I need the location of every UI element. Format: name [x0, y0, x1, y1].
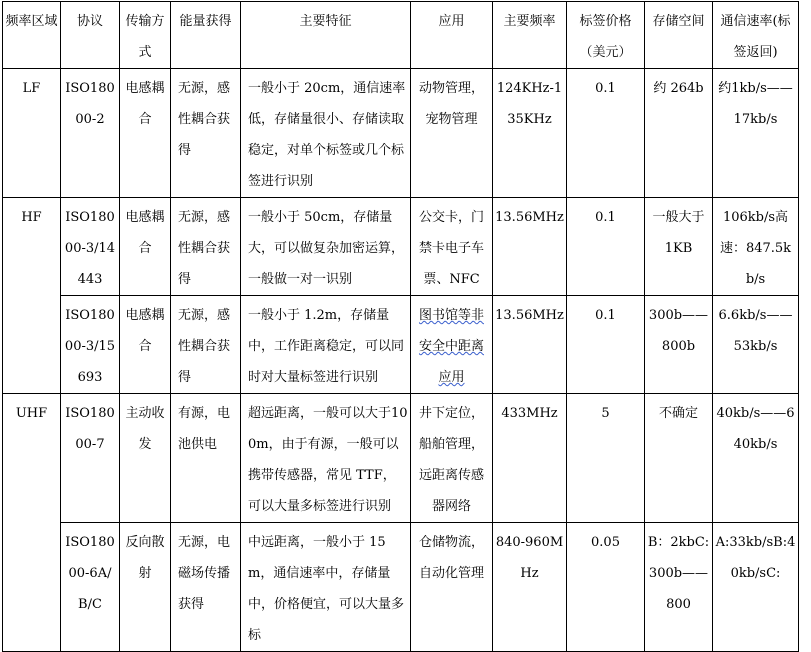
cell-energy: 无源，感性耦合获得 — [171, 69, 241, 198]
cell-application: 动物管理，宠物管理 — [411, 69, 493, 198]
cell-price: 0.05 — [567, 523, 645, 652]
cell-energy: 无源，感性耦合获得 — [171, 198, 241, 296]
cell-storage: 约 264b — [645, 69, 713, 198]
cell-price: 0.1 — [567, 198, 645, 296]
table-row — [3, 198, 799, 296]
header-row — [3, 2, 799, 69]
header-storage: 存储空间 — [645, 2, 713, 69]
cell-protocol: ISO18000-3/15693 — [61, 296, 120, 394]
cell-application-text: 图书馆等非安全中距离应用 — [418, 308, 484, 385]
cell-transmission: 电感耦合 — [120, 198, 171, 296]
header-band: 频率区域 — [3, 2, 61, 69]
cell-protocol: ISO18000-3/14443 — [61, 198, 120, 296]
cell-storage: 300b——800b — [645, 296, 713, 394]
cell-features: 一般小于 1.2m，存储量中，工作距离稳定，可以同时对大量标签进行识别 — [241, 296, 411, 394]
cell-storage: B：2kbC:300b——800 — [645, 523, 713, 652]
cell-protocol: ISO18000-2 — [61, 69, 120, 198]
cell-price: 0.1 — [567, 69, 645, 198]
cell-band: LF — [3, 69, 61, 198]
cell-rate: 6.6kb/s——53kb/s — [713, 296, 799, 394]
header-rate: 通信速率(标签返回) — [713, 2, 799, 69]
header-price: 标签价格（美元） — [567, 2, 645, 69]
table-row — [3, 394, 799, 523]
header-frequency: 主要频率 — [493, 2, 567, 69]
cell-application: 仓储物流，自动化管理 — [411, 523, 493, 652]
cell-energy: 无源，感性耦合获得 — [171, 296, 241, 394]
table-row — [3, 296, 799, 394]
cell-frequency: 13.56MHz — [493, 296, 567, 394]
cell-rate: 40kb/s——640kb/s — [713, 394, 799, 523]
cell-features: 超远距离，一般可以大于100m，由于有源，一般可以携带传感器，常见 TTF，可以大量多标签进行识别 — [241, 394, 411, 523]
header-features: 主要特征 — [241, 2, 411, 69]
cell-frequency: 13.56MHz — [493, 198, 567, 296]
cell-protocol: ISO18000-6A/B/C — [61, 523, 120, 652]
cell-energy: 无源，电磁场传播获得 — [171, 523, 241, 652]
cell-features: 一般小于 20cm，通信速率低，存储量很小、存储读取稳定，对单个标签或几个标签进行识别 — [241, 69, 411, 198]
header-protocol: 协议 — [61, 2, 120, 69]
table-row — [3, 69, 799, 198]
cell-band: UHF — [3, 394, 61, 652]
cell-application — [411, 296, 493, 394]
cell-transmission: 电感耦合 — [120, 296, 171, 394]
cell-transmission: 反向散射 — [120, 523, 171, 652]
cell-features: 中远距离，一般小于 15m，通信速率中，存储量中，价格便宜，可以大量多标 — [241, 523, 411, 652]
cell-rate: 约1kb/s——17kb/s — [713, 69, 799, 198]
cell-storage: 不确定 — [645, 394, 713, 523]
table-row — [3, 523, 799, 652]
rfid-comparison-table — [2, 1, 799, 652]
cell-energy: 有源，电池供电 — [171, 394, 241, 523]
cell-features: 一般小于 50cm，存储量大，可以做复杂加密运算，一般做一对一识别 — [241, 198, 411, 296]
cell-transmission: 主动收发 — [120, 394, 171, 523]
cell-storage: 一般大于 1KB — [645, 198, 713, 296]
cell-protocol: ISO18000-7 — [61, 394, 120, 523]
cell-transmission: 电感耦合 — [120, 69, 171, 198]
cell-application: 公交卡，门禁卡电子车票、NFC — [411, 198, 493, 296]
cell-rate: 106kb/s高速：847.5kb/s — [713, 198, 799, 296]
header-transmission: 传输方式 — [120, 2, 171, 69]
cell-band: HF — [3, 198, 61, 394]
cell-application: 井下定位，船舶管理，远距离传感器网络 — [411, 394, 493, 523]
cell-price: 0.1 — [567, 296, 645, 394]
cell-frequency: 433MHz — [493, 394, 567, 523]
cell-frequency: 840-960MHz — [493, 523, 567, 652]
header-application: 应用 — [411, 2, 493, 69]
cell-frequency: 124KHz-135KHz — [493, 69, 567, 198]
cell-rate: A:33kb/sB:40kb/sC: — [713, 523, 799, 652]
header-energy: 能量获得 — [171, 2, 241, 69]
cell-price: 5 — [567, 394, 645, 523]
